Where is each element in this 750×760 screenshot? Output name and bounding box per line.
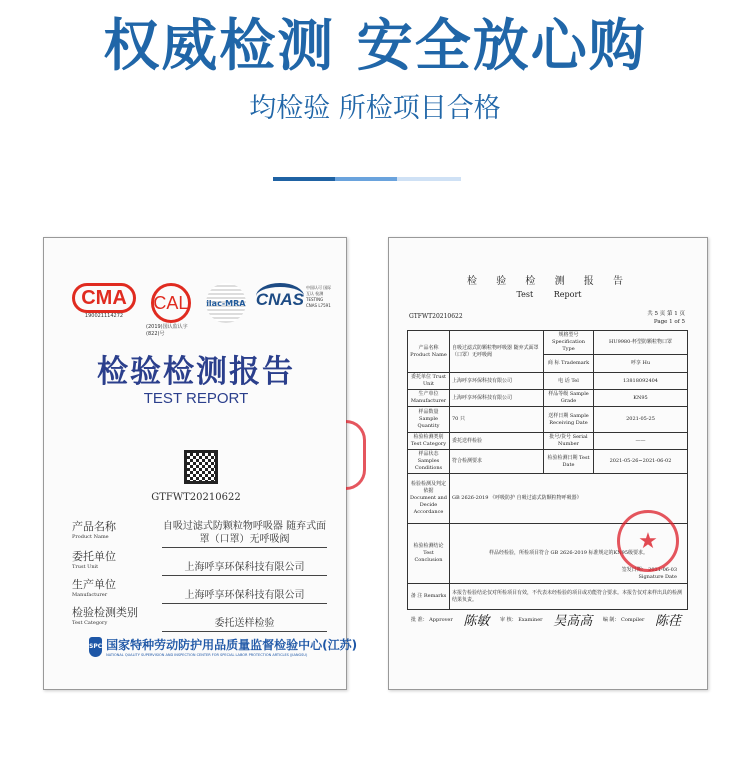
cell-label: 产品名称 Product Name (408, 331, 450, 373)
cell-label: 生产单位 Manufacturer (408, 390, 450, 407)
cma-logo (72, 283, 136, 319)
cell-label: 样品数量 Sample Quantity (408, 407, 450, 433)
test-report-cover (43, 237, 358, 690)
cell-label: 商 标 Trademark (544, 355, 594, 373)
divider (273, 177, 461, 181)
cnas-logo (256, 283, 332, 310)
qr-code (184, 450, 218, 484)
cell-value: HU9980-杯型防颗粒物口罩 (594, 331, 688, 355)
official-seal: ★ (617, 510, 679, 572)
report-code: GTFWT20210622 (151, 492, 241, 503)
cell-label: 样品等级 Sample Grade (544, 390, 594, 407)
field-label: 生产单位 (72, 578, 116, 591)
field-value: 上海呼享环保科技有限公司 (162, 561, 327, 576)
field-label-en: Product Name (72, 534, 109, 540)
seal-edge (346, 420, 366, 490)
headline: 权威检测 安全放心购 (103, 14, 647, 79)
sign-date: 签发日期： 2021-06-03 (621, 567, 677, 573)
field-label-en: Manufacturer (72, 592, 108, 598)
field-trust-unit (72, 548, 327, 576)
signatures (411, 610, 691, 629)
report-title-cn: 检验检测报告 (97, 354, 295, 390)
cma-caption: 190021114272 (84, 313, 124, 319)
field-label: 产品名称 (72, 520, 116, 533)
cell-value: 自吸过滤式防颗粒物呼吸器 随弃式面罩（口罩）无呼吸阀 (450, 331, 544, 373)
cell-value: 70 只 (450, 407, 544, 433)
cell-label: 送样日期 Sample Receiving Date (544, 407, 594, 433)
field-label: 委托单位 (72, 550, 116, 563)
cell-label: 检验检测日期 Test Date (544, 450, 594, 474)
field-label: 检验检测类别 (72, 606, 138, 619)
sign-date-en: Signature Date (638, 574, 677, 580)
cell-label: 规格型号 Specification Type (544, 331, 594, 355)
examiner-signature: 吴高高 (553, 614, 593, 629)
cell-label: 检验检测类别 Test Category (408, 433, 450, 450)
issuing-organization (89, 636, 358, 657)
cell-label: 检验检测结论 Test Conclusion (408, 524, 450, 584)
cnas-mark: CNAS (256, 283, 304, 310)
cell-label: 备 注 Remarks (408, 584, 450, 610)
cell-label: 检验检测及判定依据 Document and Decide Accordance (408, 474, 450, 524)
cell-value: 符合检测要求 (450, 450, 544, 474)
field-manufacturer (72, 576, 327, 604)
report-code: GTFWT20210622 (409, 313, 463, 320)
page-cn: 共 5 页 第 1 页 (647, 311, 685, 317)
cell-value: —— (594, 433, 688, 450)
report-title-en: TEST REPORT (143, 390, 249, 407)
field-value: 委托送样检验 (162, 617, 327, 632)
cal-mark: CAL (151, 283, 191, 323)
field-value: 上海呼享环保科技有限公司 (162, 589, 327, 604)
page-en: Page 1 of 5 (653, 319, 685, 325)
field-test-category (72, 604, 327, 632)
report-title-en: Test Report (516, 290, 582, 299)
approver-signature: 陈敏 (463, 614, 490, 629)
field-label-en: Test Category (72, 620, 108, 626)
cell-label: 电 话 Tel (544, 373, 594, 390)
cell-value: KN95 (594, 390, 688, 407)
cal-caption: (2019)国认监认字(822)号 (146, 324, 188, 337)
approver-label: 批 准： Approver (411, 617, 453, 623)
cell-label: 委托单位 Trust Unit (408, 373, 450, 390)
ilac-logo (206, 283, 246, 323)
cal-logo (146, 283, 196, 337)
cell-value: 呼享 Hu (594, 355, 688, 373)
cell-label: 样品状态 Samples Conditions (408, 450, 450, 474)
org-name-cn: 国家特种劳动防护用品质量监督检验中心(江苏) (106, 638, 358, 652)
subheadline: 均检验 所检项目合格 (249, 93, 501, 124)
cell-value: 上海呼享环保科技有限公司 (450, 390, 544, 407)
report-title-cn: 检 验 检 测 报 告 (467, 276, 631, 287)
examiner-label: 审 核： Examiner (500, 617, 543, 623)
test-report-page (388, 237, 708, 690)
cell-value: 样品经检验，所检项目符合 GB 2626-2019 标准规定的KN95级要求。 (488, 550, 649, 556)
certification-logos (72, 283, 332, 337)
compiler-signature: 陈荏 (654, 614, 681, 629)
cell-value: 13818092404 (594, 373, 688, 390)
cell-value: 上海呼享环保科技有限公司 (450, 373, 544, 390)
spc-logo: SPC (89, 637, 102, 657)
cell-value: 本报告检验结论仅对所检项目有效，不代表未经检验的项目或功能符合要求。本报告仅对来样出具的检测结果负责。 (450, 584, 688, 610)
cma-mark: CMA (72, 283, 136, 313)
field-value: 自吸过滤式防颗粒物呼吸器 随弃式面罩（口罩）无呼吸阀 (162, 520, 327, 548)
field-label-en: Trust Unit (72, 564, 99, 570)
cell-value: GB 2626-2019 《呼吸防护 自吸过滤式防颗粒物呼吸器》 (450, 474, 688, 524)
cell-value: 委托送样检验 (450, 433, 544, 450)
field-product-name (72, 518, 327, 548)
page-indicator (647, 310, 685, 326)
cell-label: 批号/货号 Serial Number (544, 433, 594, 450)
ilac-mark: ilac-MRA (206, 283, 246, 323)
org-name-en: NATIONAL QUALITY SUPERVISION AND INSPECTION CENTER FOR SPECIAL LABOR PROTECTION ARTICLES (JIANGSU) (106, 653, 308, 657)
cnas-caption: 中国认可 国际互认 检测 TESTING CNAS L7591 (306, 284, 332, 308)
cell-value: 2021-05-26~2021-06-02 (594, 450, 688, 474)
cell-value: 2021-05-25 (594, 407, 688, 433)
compiler-label: 编 制： Compiler (602, 617, 645, 623)
